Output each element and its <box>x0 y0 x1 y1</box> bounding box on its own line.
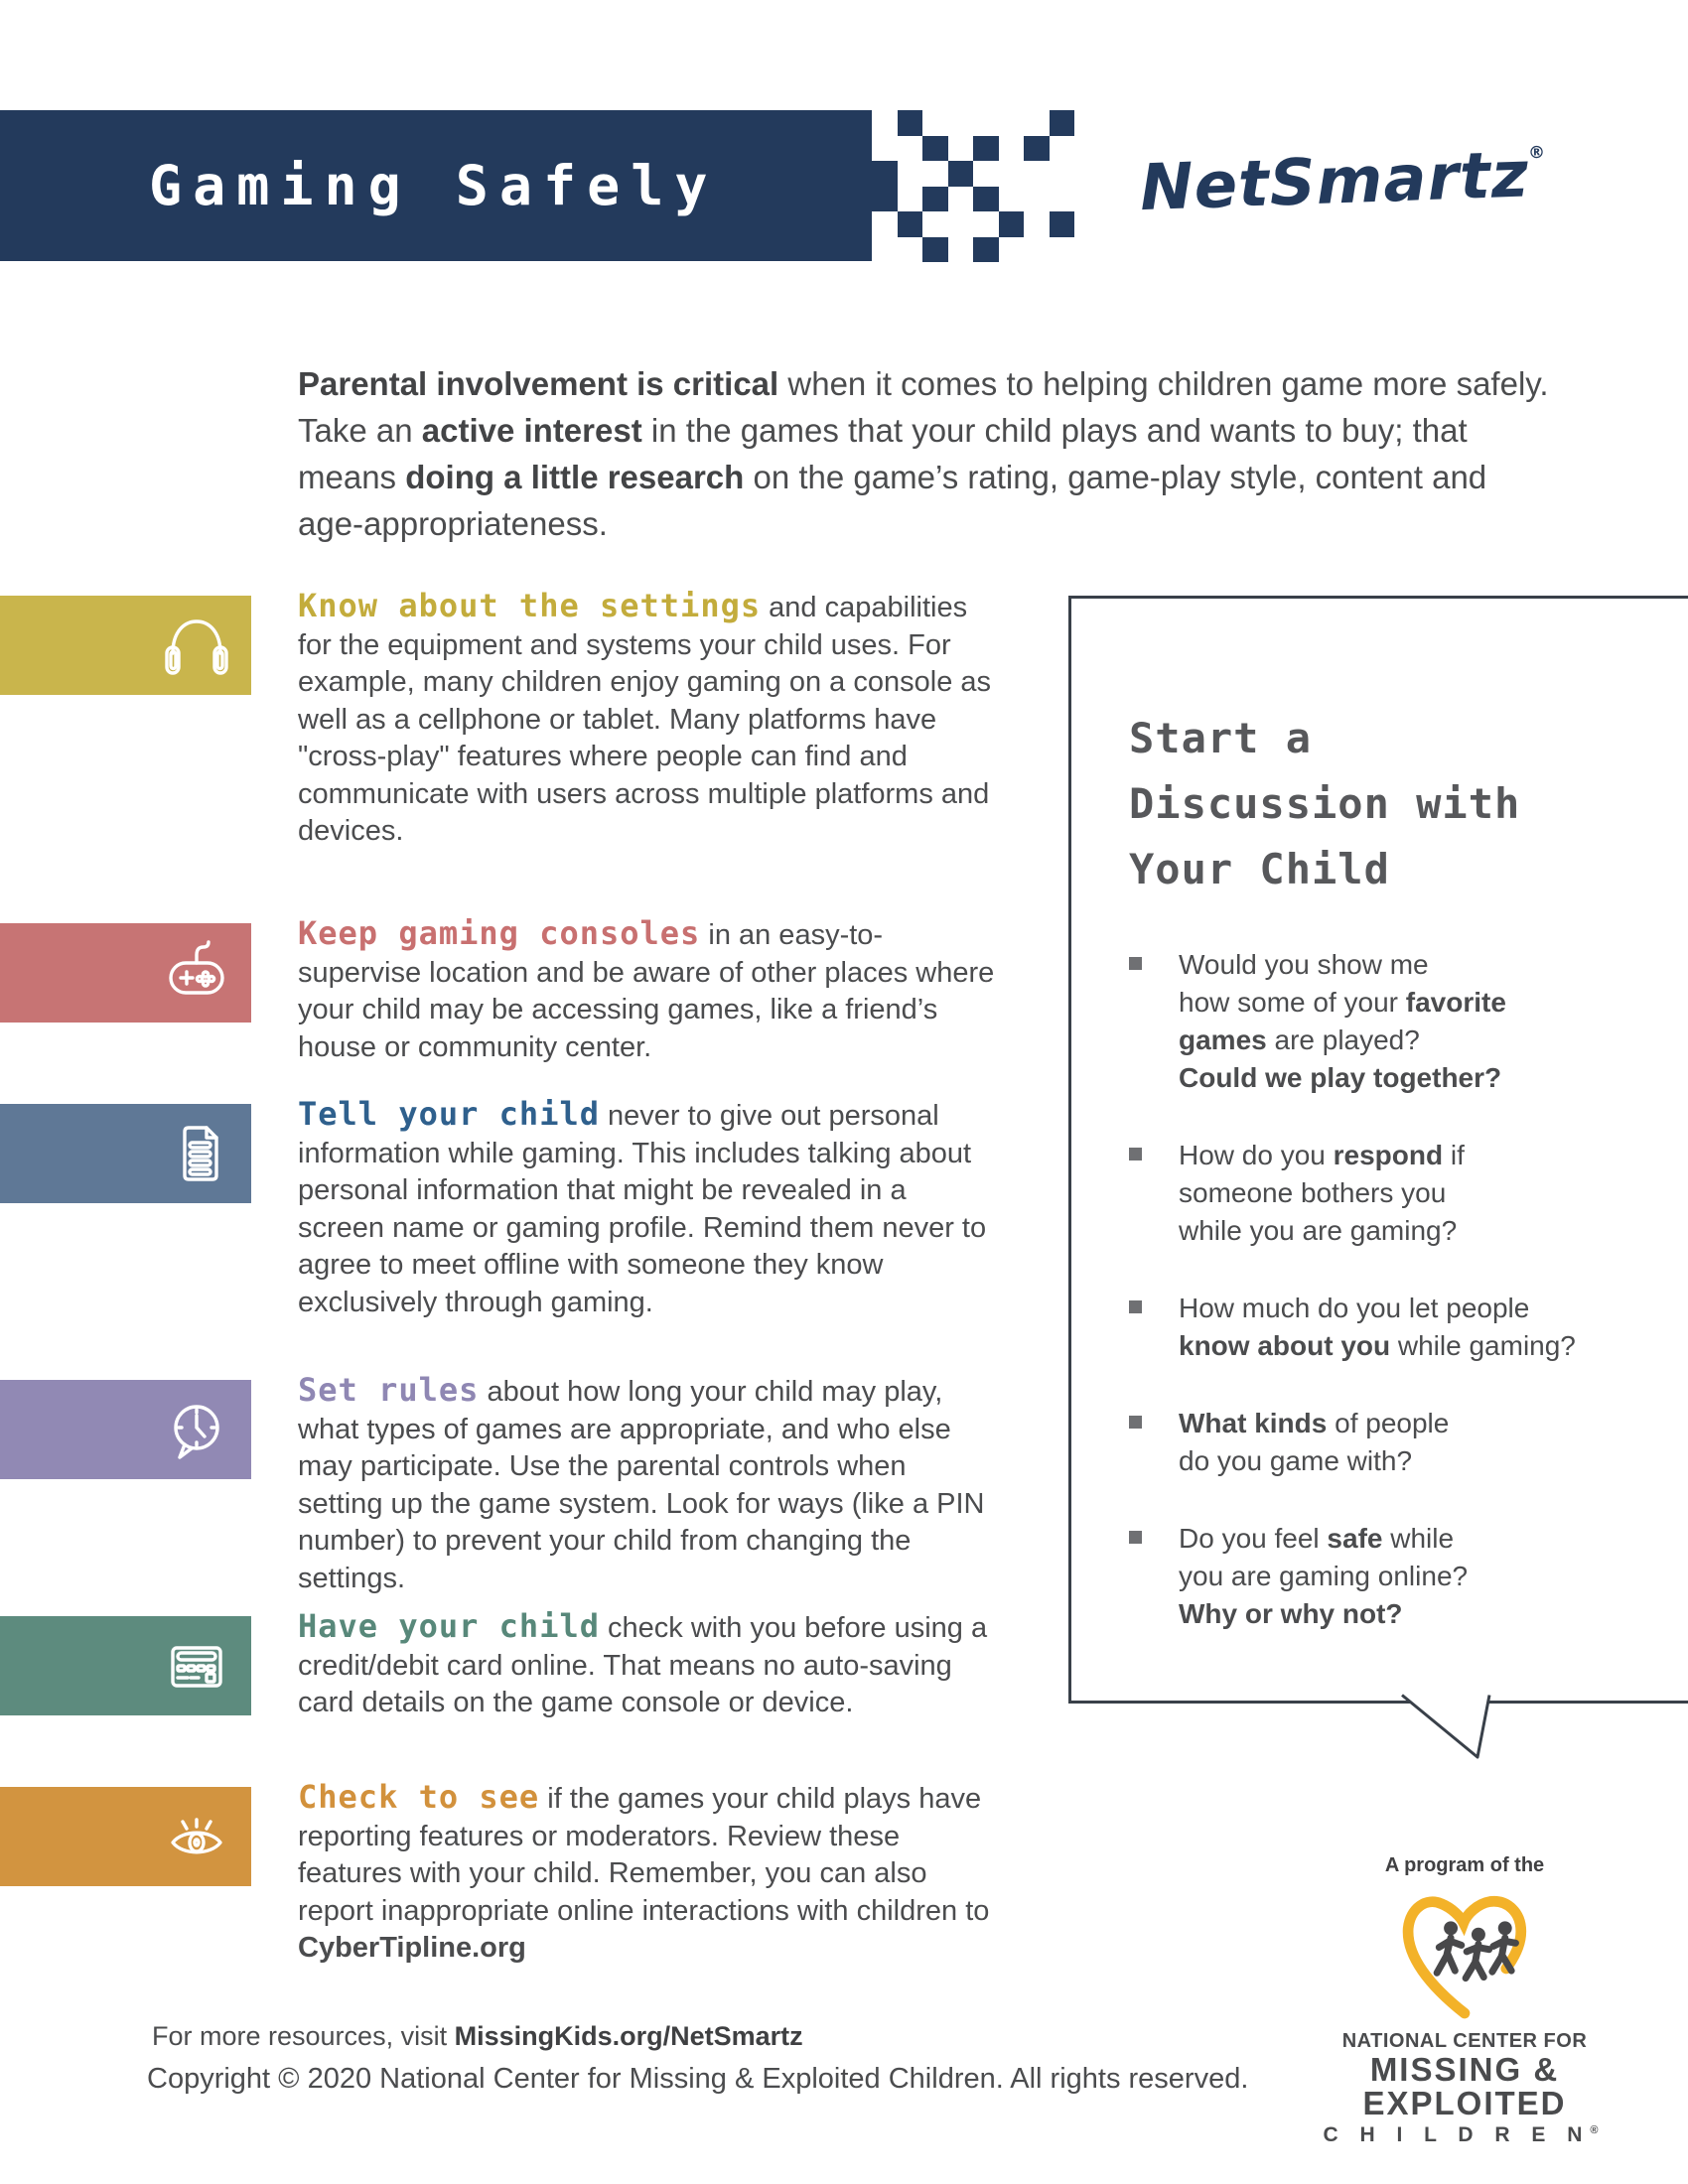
tip-text <box>298 1779 998 1968</box>
discussion-heading <box>1129 706 1520 902</box>
tip-heading: Have your child <box>298 1607 600 1645</box>
checker-square <box>872 161 898 187</box>
tip-heading: Tell your child <box>298 1095 600 1133</box>
checker-square <box>898 211 923 237</box>
program-of-label: A program of the <box>1384 1854 1545 1876</box>
checker-square <box>898 110 923 136</box>
resources-link[interactable]: MissingKids.org/NetSmartz <box>454 2021 803 2051</box>
tip-color-block <box>0 1104 251 1203</box>
tip-text <box>298 915 998 1066</box>
discussion-heading-line: Your Child <box>1129 845 1390 893</box>
tip-heading: Check to see <box>298 1778 540 1816</box>
tip-body: never to give out personal information while gaming. This includes talking about personal information that might be revealed in a screen name or gaming profile. Remind them never to agree to meet offline with someone they know exclusively through gaming. <box>298 1100 987 1318</box>
discussion-heading-line: Discussion with <box>1129 779 1521 828</box>
checker-square <box>872 187 898 212</box>
discussion-heading-line: Start a <box>1129 714 1313 762</box>
checker-pattern <box>872 110 1110 262</box>
resources-line <box>152 2021 803 2052</box>
checker-square <box>973 237 999 263</box>
tip-text <box>298 1096 998 1321</box>
tip-color-block <box>0 923 251 1023</box>
ncmec-heart-icon <box>1380 1879 1549 2028</box>
checker-square <box>948 161 974 187</box>
page-title: Gaming Safely <box>149 154 719 217</box>
list-item <box>1129 1520 1625 1633</box>
list-item <box>1129 946 1625 1097</box>
registered-mark: ® <box>1527 142 1547 164</box>
ncmec-line3: EXPLOITED <box>1362 2085 1567 2121</box>
tip-text <box>298 588 998 851</box>
header-bar <box>0 110 872 261</box>
bullet-square-icon <box>1129 1531 1142 1544</box>
ncmec-children-text: C H I L D R E N <box>1323 2123 1591 2146</box>
checker-square <box>999 211 1025 237</box>
tip-heading: Set rules <box>298 1371 480 1409</box>
list-item <box>1129 1405 1625 1480</box>
tip-heading: Know about the settings <box>298 587 762 624</box>
tip-heading: Keep gaming consoles <box>298 914 701 952</box>
credit-card-icon <box>159 1628 234 1704</box>
bullet-square-icon <box>1129 1300 1142 1313</box>
resources-prefix: For more resources, visit <box>152 2021 455 2051</box>
document-icon <box>159 1116 234 1191</box>
ncmec-line4 <box>1321 2123 1609 2147</box>
bullet-square-icon <box>1129 1416 1142 1429</box>
tip-body: if the games your child plays have reporting features or moderators. Review these features with your child. Remember, you can also report inappropriate online interactions with children to CyberTipline.org <box>298 1783 990 1964</box>
checker-square <box>922 237 948 263</box>
checker-square <box>1050 110 1075 136</box>
bullet-text: How much do you let people know about you while gaming? <box>1179 1293 1576 1361</box>
discussion-box <box>1068 596 1688 1704</box>
eye-icon <box>159 1799 234 1874</box>
game-controller-icon <box>159 935 234 1011</box>
netsmartz-wordmark: NetSmartz <box>1138 138 1531 226</box>
tip-color-block <box>0 1616 251 1715</box>
checker-square <box>973 136 999 162</box>
headphones-icon <box>159 608 234 683</box>
speech-bubble-tail <box>1398 1694 1497 1765</box>
tip-text <box>298 1608 998 1722</box>
bullet-text: What kinds of people do you game with? <box>1179 1408 1450 1476</box>
intro-paragraph: Parental involvement is critical when it comes to helping children game more safely. Take an active interest in the games that your child plays and wants to buy; that means doing a little research on the game’s rating, game-play style, content and age-appropriateness. <box>298 365 1549 542</box>
ncmec-logo <box>1321 1854 1609 2147</box>
netsmartz-logo <box>1139 138 1548 225</box>
tip-color-block <box>0 1380 251 1479</box>
ncmec-line2: MISSING & <box>1369 2051 1560 2088</box>
bullet-square-icon <box>1129 1148 1142 1160</box>
checker-square <box>1050 211 1075 237</box>
tip-color-block <box>0 596 251 695</box>
tip-text <box>298 1372 998 1597</box>
list-item <box>1129 1137 1625 1250</box>
ncmec-line1: NATIONAL CENTER FOR <box>1341 2030 1588 2052</box>
bullet-text: Do you feel safe while you are gaming online? Why or why not? <box>1179 1523 1469 1629</box>
tip-body: and capabilities for the equipment and systems your child uses. For example, many children enjoy gaming on a console as well as a cellphone or tablet. Many platforms have "cross-play" features where people can find and communicate with users across multiple platforms and devices. <box>298 592 992 847</box>
tip-color-block <box>0 1787 251 1886</box>
bullet-text: Would you show me how some of your favorite games are played? Could we play together? <box>1179 949 1506 1093</box>
copyright-line: Copyright © 2020 National Center for Missing & Exploited Children. All rights reserved. <box>147 2063 1249 2095</box>
list-item <box>1129 1290 1625 1365</box>
checker-square <box>1024 136 1050 162</box>
registered-mark: ® <box>1590 2124 1607 2136</box>
tip-body: about how long your child may play, what types of games are appropriate, and who else may participate. Use the parental controls when setting up the game system. Look for ways (like a PIN number) to prevent your child from changing the settings. <box>298 1376 985 1594</box>
bullet-text: How do you respond if someone bothers you while you are gaming? <box>1179 1140 1465 1246</box>
checker-square <box>922 136 948 162</box>
tip-body: check with you before using a credit/debit card online. That means no auto-saving card details on the game console or device. <box>298 1612 988 1718</box>
checker-square <box>922 187 948 212</box>
tip-body: in an easy-to-supervise location and be aware of other places where your child may be accessing games, like a friend’s house or community center. <box>298 919 995 1063</box>
discussion-list <box>1129 946 1625 1673</box>
checker-square <box>973 187 999 212</box>
bullet-square-icon <box>1129 957 1142 970</box>
clock-bubble-icon <box>159 1392 234 1467</box>
